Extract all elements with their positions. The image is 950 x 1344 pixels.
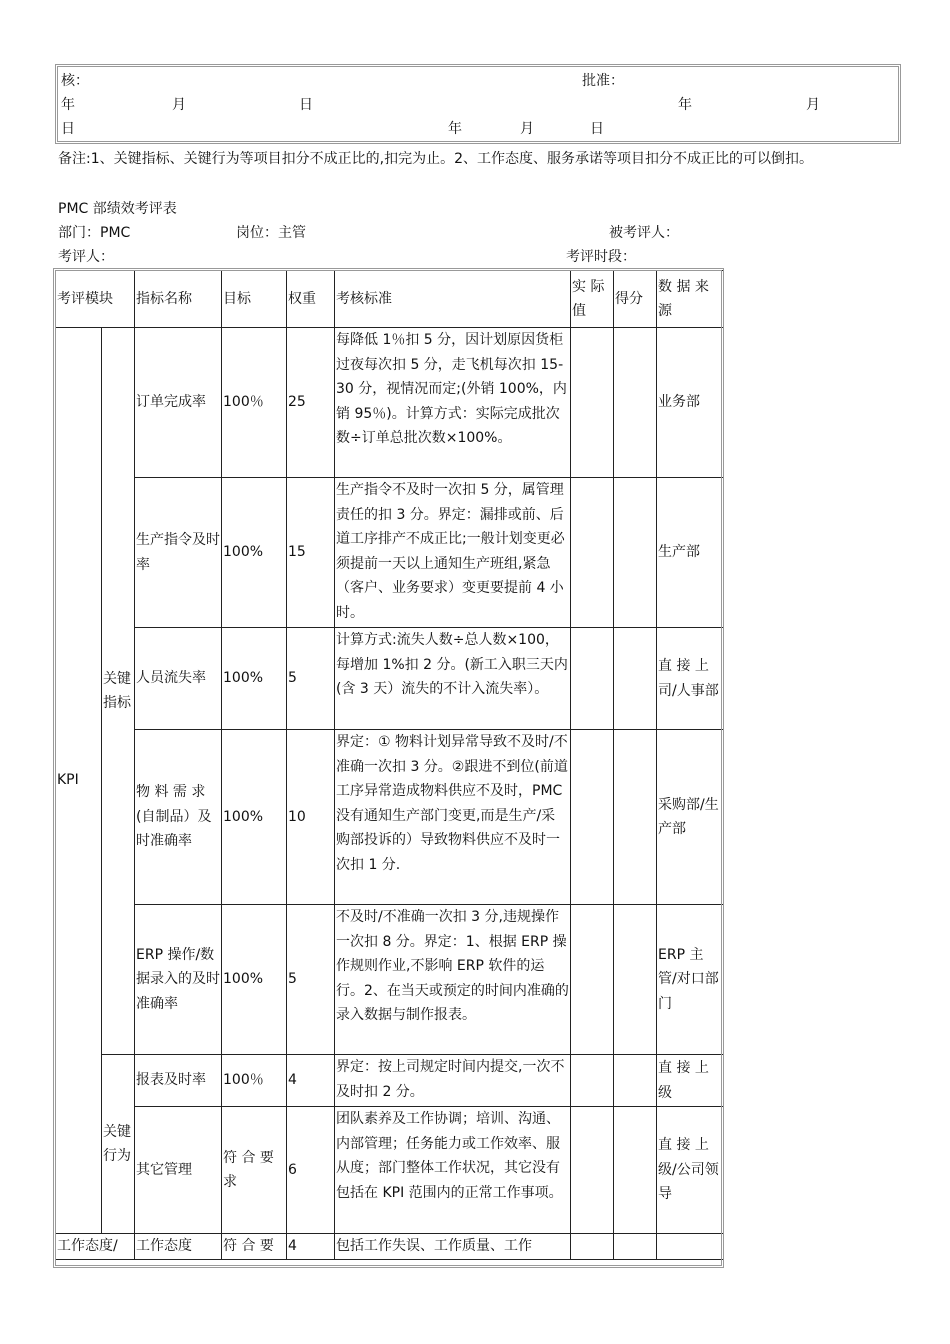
indicator-standard: 不及时/不准确一次扣 3 分,违规操作一次扣 8 分。界定：1、根据 ERP 操作规则作业,不影响 ERP 软件的运行。2、在当天或预定的时间内准确的录入数据与制作报表。 [335,905,571,1055]
table-row [56,478,724,628]
indicator-target: 100% [222,478,287,628]
actual-value-cell[interactable] [571,1107,614,1234]
table-row [56,730,724,905]
date-day: 日 [299,97,313,113]
indicator-source: 直 接 上级 [657,1055,724,1107]
score-cell[interactable] [614,478,657,628]
header-weight: 权重 [287,271,335,328]
table-row [56,905,724,1055]
indicator-module: 工作态度/ [56,1234,135,1260]
indicator-name: 订单完成率 [135,328,222,478]
indicator-name: 其它管理 [135,1107,222,1234]
indicator-name: 工作态度 [135,1234,222,1260]
indicator-weight: 4 [287,1234,335,1260]
indicator-source: 采购部/生产部 [657,730,724,905]
evaluatee-field: 被考评人： [609,225,679,241]
actual-value-cell[interactable] [571,905,614,1055]
table-row [56,328,724,478]
date-month: 月 [806,97,820,113]
score-cell[interactable] [614,1055,657,1107]
score-cell[interactable] [614,628,657,730]
actual-value-cell[interactable] [571,1055,614,1107]
indicator-target: 符 合 要 [222,1234,287,1260]
indicator-source: 生产部 [657,478,724,628]
date-month: 月 [172,97,186,113]
indicator-name: ERP 操作/数据录入的及时准确率 [135,905,222,1055]
indicator-weight: 5 [287,628,335,730]
indicator-source: 直 接 上司/人事部 [657,628,724,730]
indicator-standard: 计算方式:流失人数÷总人数×100，每增加 1%扣 2 分。(新工入职三天内(含 3 天）流失的不计入流失率）。 [335,628,571,730]
date-year: 年 [448,121,462,137]
indicator-target: 100％ [222,328,287,478]
indicator-standard: 团队素养及工作协调；培训、沟通、内部管理；任务能力或工作效率、服从度；部门整体工作状况，其它没有包括在 KPI 范围内的正常工作事项。 [335,1107,571,1234]
review-label: 核： [61,73,89,89]
indicator-standard: 每降低 1％扣 5 分，因计划原因货柜过夜每次扣 5 分，走飞机每次扣 15-30 分，视情况而定;(外销 100%，内销 95％)。计算方式：实际完成批次数÷订单总批次数×100%。 [335,328,571,478]
table-row [56,1055,724,1107]
form-title: PMC 部绩效考评表 [58,201,177,217]
score-cell[interactable] [614,905,657,1055]
indicator-target: 100% [222,905,287,1055]
indicator-name: 报表及时率 [135,1055,222,1107]
evaluator-field: 考评人： [58,249,114,265]
date-year: 年 [61,97,75,113]
indicator-weight: 15 [287,478,335,628]
indicator-standard: 包括工作失误、工作质量、工作 [335,1234,571,1260]
indicator-weight: 10 [287,730,335,905]
position-field: 岗位：主管 [236,225,306,241]
indicator-weight: 4 [287,1055,335,1107]
kpi-module-cell: KPI [56,328,102,1234]
date-year: 年 [678,97,692,113]
approval-box [55,64,901,144]
indicator-target: 100％ [222,1055,287,1107]
score-cell[interactable] [614,1107,657,1234]
kpi-table [55,270,724,1260]
header-source: 数 据 来源 [657,271,724,328]
key-indicator-group: 关键指标 [102,328,135,1055]
source-cell [657,1234,724,1260]
header-module: 考评模块 [56,271,135,328]
department-field: 部门：PMC [58,225,131,241]
score-cell[interactable] [614,1234,657,1260]
indicator-source: 业务部 [657,328,724,478]
date-day: 日 [61,121,75,137]
score-cell[interactable] [614,730,657,905]
period-field: 考评时段： [566,249,636,265]
indicator-target: 100% [222,628,287,730]
date-month: 月 [520,121,534,137]
key-behavior-group: 关键行为 [102,1055,135,1234]
indicator-weight: 5 [287,905,335,1055]
indicator-target: 100% [222,730,287,905]
indicator-name: 物 料 需 求(自制品）及时准确率 [135,730,222,905]
indicator-target: 符 合 要求 [222,1107,287,1234]
indicator-standard: 生产指令不及时一次扣 5 分，属管理责任的扣 3 分。界定：漏排或前、后道工序排产不成正比;一般计划变更必须提前一天以上通知生产班组,紧急（客户、业务要求）变更要提前 4 小时。 [335,478,571,628]
actual-value-cell[interactable] [571,730,614,905]
table-row [56,1234,724,1260]
indicator-name: 生产指令及时率 [135,478,222,628]
table-header-row [56,271,724,328]
date-day: 日 [590,121,604,137]
indicator-standard: 界定：按上司规定时间内提交,一次不及时扣 2 分。 [335,1055,571,1107]
header-score: 得分 [614,271,657,328]
indicator-source: ERP 主管/对口部门 [657,905,724,1055]
indicator-name: 人员流失率 [135,628,222,730]
header-actual: 实 际值 [571,271,614,328]
actual-value-cell[interactable] [571,628,614,730]
header-target: 目标 [222,271,287,328]
indicator-source: 直 接 上级/公司领导 [657,1107,724,1234]
indicator-weight: 6 [287,1107,335,1234]
header-standard: 考核标准 [335,271,571,328]
approve-label: 批准： [582,73,624,89]
actual-value-cell[interactable] [571,1234,614,1260]
remark-note: 备注:1、关键指标、关键行为等项目扣分不成正比的,扣完为止。2、工作态度、服务承诺等项目扣分不成正比的可以倒扣。 [58,151,813,167]
table-row [56,628,724,730]
actual-value-cell[interactable] [571,478,614,628]
table-row [56,1107,724,1234]
actual-value-cell[interactable] [571,328,614,478]
indicator-weight: 25 [287,328,335,478]
header-name: 指标名称 [135,271,222,328]
indicator-standard: 界定：① 物料计划异常导致不及时/不准确一次扣 3 分。②跟进不到位(前道工序异常造成物料供应不及时，PMC 没有通知生产部门变更,而是生产/采购部投诉的）导致物料供应不及时一次扣 1 分. [335,730,571,905]
score-cell[interactable] [614,328,657,478]
